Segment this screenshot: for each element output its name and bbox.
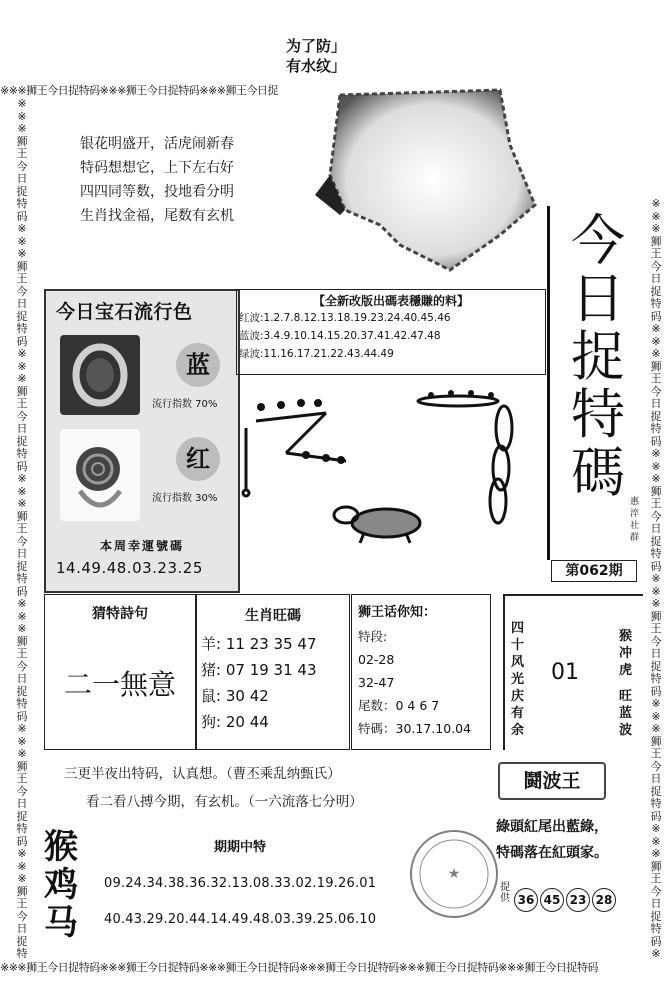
lion-line: 02-28 <box>358 652 395 667</box>
history-row-1: 09.24.34.38.36.32.13.08.33.02.19.26.01 <box>104 876 377 891</box>
vertical-phrase-left: 四十风光庆有余 <box>511 621 525 738</box>
lion-line: 特碼：30.17.10.04 <box>358 721 472 736</box>
title-panel <box>547 206 646 560</box>
zodiac-big: 猴鸡马 <box>44 827 78 943</box>
vertical-panel <box>503 594 643 750</box>
page-title: 今日捉特碼 <box>571 209 625 504</box>
zodiac-label: 鼠: <box>201 687 222 705</box>
zodiac-nums: 20 44 <box>225 713 269 731</box>
top-border-text: ※※※狮王今日捉特码※※※狮王今日捉特码※※※狮王今日捉 <box>0 84 278 97</box>
number-ball: 23 <box>566 888 590 912</box>
number-ball: 28 <box>592 888 616 912</box>
riddle-text <box>64 760 363 816</box>
poem-line: 特码想想它，上下左右好 <box>80 160 234 176</box>
vertical-phrase-right-2: 旺蓝波 <box>619 689 633 738</box>
riddle-line-2: 看二看八搏今期，有玄机。（一六流落七分明） <box>86 794 363 810</box>
zodiac-label: 狗: <box>201 713 222 731</box>
lucky-numbers: 14.49.48.03.23.25 <box>56 559 203 577</box>
gem-panel <box>44 289 240 593</box>
zodiac-nums: 11 23 35 47 <box>225 635 317 653</box>
blue-wave-numbers: 蓝波:3.4.9.10.14.15.20.37.41.42.47.48 <box>239 330 441 342</box>
credit-text: 惠 淬 社 群 <box>630 497 640 543</box>
vertical-center-number: 01 <box>551 660 579 685</box>
riddle-line-1: 三更半夜出特码，认真想。（曹丕乘乱纳甄氏） <box>64 766 341 782</box>
zodiac-label: 羊: <box>201 635 222 653</box>
history-row-2: 40.43.29.20.44.14.49.48.03.39.25.06.10 <box>104 912 377 927</box>
svg-text:★: ★ <box>447 866 461 882</box>
ink-splash-image <box>300 85 550 275</box>
zodiac-list <box>201 631 317 735</box>
top-notice-line1: 为了防」 <box>286 37 347 55</box>
tip-label: 提供 <box>500 882 510 904</box>
poem-line: 银花明盛开，活虎闹新春 <box>80 136 234 152</box>
top-notice-line2: 有水纹」 <box>286 57 347 75</box>
color-badge-blue: 蓝 <box>176 343 220 387</box>
poem-line: 生肖找金福，尾数有玄机 <box>80 208 234 224</box>
lion-says-lines <box>358 625 471 740</box>
waves-panel <box>236 289 546 375</box>
left-border-text: ※※※狮王今日捉特码※※※狮王今日捉特码※※※狮王今日捉特码※※※狮王今日捉特码※※※狮王今日捉特码※※※狮王今日捉特码※※※狮王今日捉特 <box>16 98 28 958</box>
popularity-index-2: 流行指数 30% <box>152 493 218 504</box>
company-seal <box>410 830 498 918</box>
vertical-phrase-right-1: 猴冲虎 <box>619 629 633 678</box>
zodiac-nums: 07 19 31 43 <box>225 661 317 679</box>
zodiac-row <box>201 657 317 683</box>
green-wave-numbers: 绿波:11.16.17.21.22.43.44.49 <box>239 348 394 360</box>
color-badge-red: 红 <box>176 437 220 481</box>
gem-title: 今日宝石流行色 <box>56 301 193 323</box>
guess-poem-title: 猜特詩句 <box>92 606 148 622</box>
zodiac-row <box>201 709 317 735</box>
red-wave-numbers: 红波:1.2.7.8.12.13.18.19.23.24.40.45.46 <box>239 312 451 324</box>
zodiac-nums: 30 42 <box>225 687 269 705</box>
zodiac-row <box>201 683 317 709</box>
lion-line: 特段: <box>358 629 388 644</box>
ball-row <box>514 888 618 912</box>
lion-says-box <box>351 594 491 750</box>
wave-king-verse <box>496 814 608 866</box>
zodiac-title: 生肖旺碼 <box>245 608 301 624</box>
waves-heading: 【全新改版出碼表穩賺的料】 <box>312 294 469 308</box>
wave-king-title: 鬪波王 <box>498 762 606 800</box>
number-ball: 45 <box>540 888 564 912</box>
wave-king-line-2: 特碼落在紅頭家。 <box>496 845 608 861</box>
poem-line: 四四同等数，投地看分明 <box>80 184 234 200</box>
zodiac-numbers-box <box>196 594 350 750</box>
issue-number: 第062期 <box>551 560 637 582</box>
wave-king-line-1: 綠頭紅尾出藍綠， <box>496 819 608 835</box>
wave-king-panel <box>480 754 646 950</box>
riddle-drawing <box>236 373 544 565</box>
history-title: 期期中特 <box>214 840 267 855</box>
zodiac-label: 猪: <box>201 661 222 679</box>
opening-poem <box>80 132 234 228</box>
zodiac-row <box>201 631 317 657</box>
number-ball: 36 <box>514 888 538 912</box>
guess-poem-box <box>44 594 196 750</box>
lion-line: 尾数：0 4 6 7 <box>358 698 440 713</box>
bottom-border-text: ※※※狮王今日捉特码※※※狮王今日捉特码※※※狮王今日捉特码※※※狮王今日捉特码※※※狮王今日捉特码※※※狮王今日捉特码 <box>0 961 598 974</box>
popularity-index-1: 流行指数 70% <box>152 399 218 410</box>
swirl-ring-image <box>60 429 140 521</box>
gem-ring-image <box>60 335 140 415</box>
lion-says-title: 狮王话你知： <box>358 605 437 620</box>
top-notice <box>286 36 346 76</box>
lion-line: 32-47 <box>358 675 395 690</box>
right-border-text: ※※※狮王今日捉特码※※※狮王今日捉特码※※※狮王今日捉特码※※※狮王今日捉特码※※※狮王今日捉特码※※※狮王今日捉特码※ <box>650 198 662 958</box>
guess-poem-content: 二一無意 <box>63 668 176 701</box>
lucky-numbers-label: 本周幸運號碼 <box>99 539 184 553</box>
